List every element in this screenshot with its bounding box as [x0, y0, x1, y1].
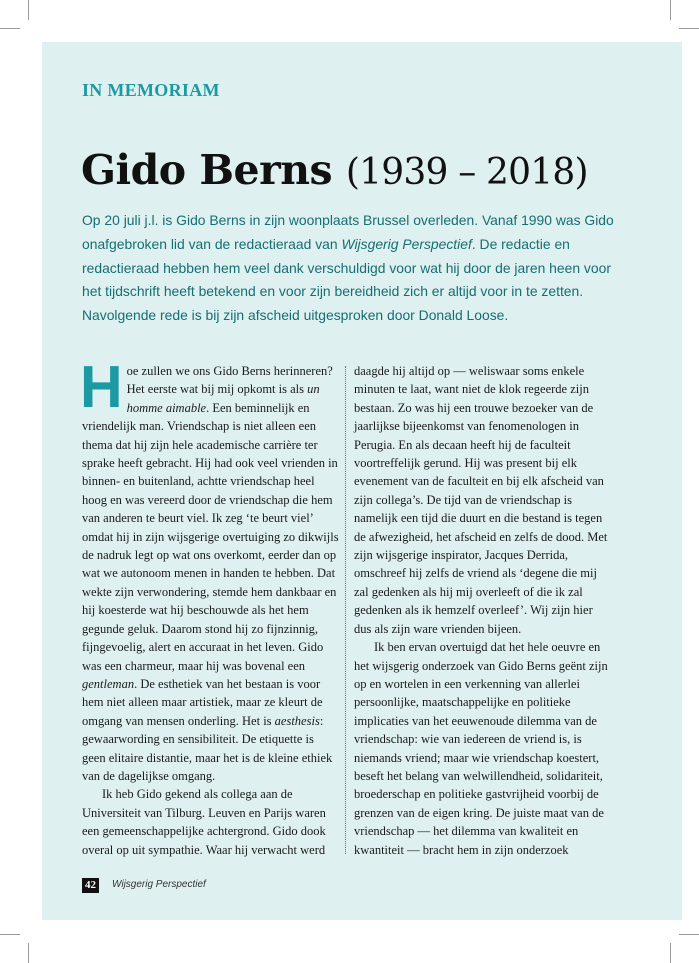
intro-text: Op 20 juli j.l. is Gido Berns in zijn woonplaats Brussel overleden. Vanaf 1990 was Gido onafgebroken lid van de redactieraad van: [82, 212, 614, 252]
crop-mark: [670, 943, 671, 963]
crop-mark: [679, 934, 699, 935]
intro-journal-title: Wijsgerig Perspectief: [341, 235, 472, 252]
body-paragraph: [80, 354, 339, 785]
body-text: : gewaarwording en sensibiliteit. De etiquette is geen elitaire distantie, maar het is de kleine ethiek van de dagelijkse omgang.: [82, 713, 333, 783]
intro-text: . De redactie en redactieraad hebben hem veel dank verschuldigd voor wat hij door de jaren heen voor het tijdschrift heeft betekend en voor zijn bereidheid zich er altijd voor in te zetten. Navolgende rede is bij zijn afscheid uitgesproken door Donald Loose.: [82, 235, 611, 324]
page-number: 42: [82, 878, 99, 893]
title-name: Gido Berns: [81, 146, 333, 194]
body-emphasis: gentleman: [82, 676, 135, 691]
body-emphasis: un homme aimable: [126, 382, 320, 415]
title-years: (1939 – 2018): [345, 152, 588, 193]
body-paragraph: Ik ben ervan overtuigd dat het hele oeuvre en het wijsgerig onderzoek van Gido Berns geënt zijn op en wortelen in een verkenning van allerlei persoonlijke, maatschappelijke en politieke implicaties van het eeuwenoude dilemma van de vriendschap: wie van iedereen de vriend is, is niemands vriend; maar wie vriendschap koestert, beseft het belang van welwillendheid, solidariteit, broederschap en politieke gastvrijheid voorbij de grenzen van de eigen kring. De juiste maat van de vriendschap — het dilemma van kwaliteit en kwantiteit — bracht hem in zijn onderzoek: [354, 640, 608, 857]
crop-mark: [0, 934, 20, 935]
section-kicker: IN MEMORIAM: [82, 80, 220, 100]
column-left: [80, 354, 339, 859]
body-emphasis: aesthesis: [274, 713, 320, 728]
crop-mark: [28, 943, 29, 963]
body-text: . De esthetiek van het bestaan is voor hem niet alleen maar artistiek, maar ze kleurt de omgang van mensen onderling. Het is: [82, 676, 323, 728]
body-text: oe zullen we ons Gido Berns herinneren? Het eerste wat bij mij opkomt is als: [126, 364, 333, 397]
intro-paragraph: [82, 209, 624, 328]
body-paragraph: Ik heb Gido gekend als collega aan de Universiteit van Tilburg. Leuven en Parijs waren een gemeenschappelijke achtergrond. Gido dook overal op uit sympathie. Waar hij verwacht werd: [82, 787, 326, 857]
drop-cap: H: [80, 354, 123, 420]
crop-mark: [0, 28, 20, 29]
crop-mark: [28, 0, 29, 20]
crop-mark: [670, 0, 671, 20]
page-title: [81, 143, 588, 200]
column-divider: [345, 366, 346, 854]
body-text: . Een beminnelijk en vriendelijk man. Vriendschap is niet alleen een thema dat hij zijn hele academische carrière ter sprake heeft gebracht. Hij had ook veel vrienden in binnen- en buitenland, achtte vriendschap heel hoog en was vereerd door de vriendschap die hem van anderen te beurt viel. Ik zeg ‘te beurt viel’ omdat hij in zijn wijsgerige overtuiging zo dikwijls de nadruk legt op wat ons overkomt, eerder dan op wat we autonoom menen in handen te hebben. Dat wekte zijn verwondering, stemde hem dankbaar en hij koesterde wat hij beschouwde als het hem gegunde geluk. Daarom stond hij zo fijnzinnig, fijngevoelig, alert en accuraat in het leven. Gido was een charmeur, maar hij was bovenal een: [82, 400, 339, 673]
crop-mark: [679, 28, 699, 29]
body-paragraph: daagde hij altijd op — weliswaar soms enkele minuten te laat, want niet de klok regeerde zijn bestaan. Zo was hij een trouwe bezoeker van de jaarlijkse bijeenkomst van fenomenologen in Perugia. En als decaan heeft hij de faculteit voortreffelijk gerund. Hij was present bij elk evenement van de faculteit en bij elk afscheid van zijn collega’s. De tijd van de vriendschap is namelijk een tijd die duurt en die bestand is tegen de afwezigheid, het afscheid en zelfs de dood. Met zijn wijsgerige inspirator, Jacques Derrida, omschreef hij zelfs de vriend als ‘degene die mij zal gedenken als hij mij overleeft of die ik zal gedenken als ik hemzelf overleef’. Wij zijn hier dus als zijn ware vrienden bijeen.: [354, 364, 608, 636]
journal-name: Wijsgerig Perspectief: [112, 879, 206, 890]
column-right: [354, 362, 611, 859]
